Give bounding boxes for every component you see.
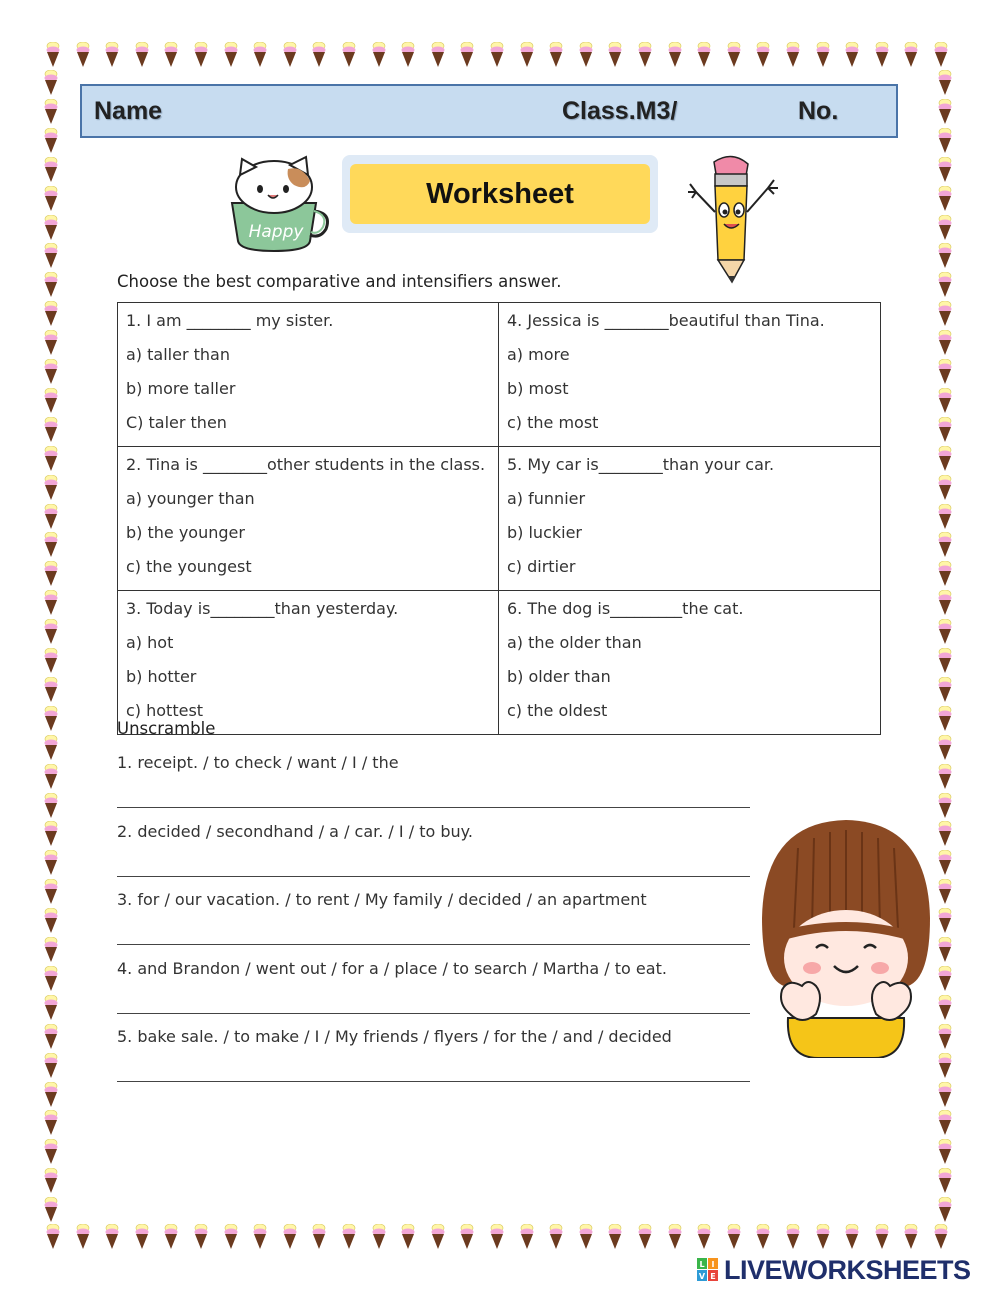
- ice-cream-cone-icon: [756, 1224, 770, 1250]
- ice-cream-cone-icon: [44, 879, 58, 905]
- ice-cream-cone-icon: [44, 706, 58, 732]
- ice-cream-cone-icon: [638, 42, 652, 68]
- ice-cream-cone-icon: [431, 1224, 445, 1250]
- ice-cream-cone-icon: [135, 1224, 149, 1250]
- ice-cream-cone-icon: [938, 1139, 952, 1165]
- ice-cream-cone-icon: [283, 1224, 297, 1250]
- ice-cream-cone-icon: [938, 128, 952, 154]
- decorative-border-bottom: [40, 1222, 960, 1252]
- ice-cream-cone-icon: [44, 937, 58, 963]
- question-cell: [499, 591, 881, 735]
- ice-cream-cone-icon: [938, 1168, 952, 1194]
- ice-cream-cone-icon: [938, 648, 952, 674]
- answer-option[interactable]: c) the oldest: [507, 701, 608, 720]
- svg-text:I: I: [711, 1260, 715, 1269]
- mug-text: Happy: [248, 222, 304, 242]
- ice-cream-cone-icon: [697, 1224, 711, 1250]
- ice-cream-cone-icon: [938, 1197, 952, 1223]
- answer-input-line[interactable]: [117, 807, 750, 808]
- question-prompt: 5. My car is________than your car.: [507, 455, 775, 474]
- ice-cream-cone-icon: [76, 1224, 90, 1250]
- ice-cream-cone-icon: [938, 908, 952, 934]
- ice-cream-cone-icon: [44, 590, 58, 616]
- ice-cream-cone-icon: [283, 42, 297, 68]
- number-label: No.: [798, 97, 839, 125]
- answer-option[interactable]: a) funnier: [507, 489, 586, 508]
- ice-cream-cone-icon: [608, 42, 622, 68]
- answer-option[interactable]: b) hotter: [126, 667, 197, 686]
- ice-cream-cone-icon: [44, 966, 58, 992]
- student-info-header: [80, 84, 898, 138]
- ice-cream-cone-icon: [938, 590, 952, 616]
- ice-cream-cone-icon: [520, 42, 534, 68]
- ice-cream-cone-icon: [431, 42, 445, 68]
- ice-cream-cone-icon: [372, 1224, 386, 1250]
- ice-cream-cone-icon: [875, 42, 889, 68]
- ice-cream-cone-icon: [44, 1168, 58, 1194]
- ice-cream-cone-icon: [372, 42, 386, 68]
- question-cell: [118, 303, 499, 447]
- answer-option[interactable]: a) hot: [126, 633, 174, 652]
- ice-cream-cone-icon: [44, 764, 58, 790]
- ice-cream-cone-icon: [938, 561, 952, 587]
- ice-cream-cone-icon: [44, 446, 58, 472]
- unscramble-item: 3. for / our vacation. / to rent / My family / decided / an apartment: [117, 890, 647, 909]
- ice-cream-cone-icon: [816, 42, 830, 68]
- ice-cream-cone-icon: [105, 42, 119, 68]
- ice-cream-cone-icon: [44, 1024, 58, 1050]
- answer-option[interactable]: b) older than: [507, 667, 611, 686]
- ice-cream-cone-icon: [44, 157, 58, 183]
- ice-cream-cone-icon: [312, 42, 326, 68]
- ice-cream-cone-icon: [938, 475, 952, 501]
- ice-cream-cone-icon: [224, 42, 238, 68]
- ice-cream-cone-icon: [342, 42, 356, 68]
- ice-cream-cone-icon: [938, 706, 952, 732]
- ice-cream-cone-icon: [44, 243, 58, 269]
- ice-cream-cone-icon: [44, 417, 58, 443]
- liveworksheets-logo-icon: [697, 1258, 719, 1282]
- pencil-character-illustration: [684, 152, 784, 288]
- answer-input-line[interactable]: [117, 1013, 750, 1014]
- ice-cream-cone-icon: [938, 850, 952, 876]
- ice-cream-cone-icon: [668, 1224, 682, 1250]
- ice-cream-cone-icon: [934, 42, 948, 68]
- ice-cream-cone-icon: [904, 1224, 918, 1250]
- question-prompt: 1. I am ________ my sister.: [126, 311, 334, 330]
- ice-cream-cone-icon: [44, 1110, 58, 1136]
- answer-option[interactable]: b) more taller: [126, 379, 236, 398]
- ice-cream-cone-icon: [44, 128, 58, 154]
- ice-cream-cone-icon: [44, 475, 58, 501]
- ice-cream-cone-icon: [668, 42, 682, 68]
- question-cell: [118, 447, 499, 591]
- ice-cream-cone-icon: [44, 995, 58, 1021]
- unscramble-heading: Unscramble: [117, 719, 216, 738]
- ice-cream-cone-icon: [44, 359, 58, 385]
- ice-cream-cone-icon: [938, 1082, 952, 1108]
- ice-cream-cone-icon: [938, 735, 952, 761]
- answer-option[interactable]: a) more: [507, 345, 570, 364]
- ice-cream-cone-icon: [727, 42, 741, 68]
- ice-cream-cone-icon: [938, 937, 952, 963]
- svg-text:E: E: [710, 1272, 716, 1281]
- ice-cream-cone-icon: [938, 879, 952, 905]
- ice-cream-cone-icon: [727, 1224, 741, 1250]
- ice-cream-cone-icon: [44, 1197, 58, 1223]
- ice-cream-cone-icon: [224, 1224, 238, 1250]
- ice-cream-cone-icon: [845, 42, 859, 68]
- ice-cream-cone-icon: [44, 619, 58, 645]
- ice-cream-cone-icon: [490, 1224, 504, 1250]
- liveworksheets-brand: LIVEWORKSHEETS: [724, 1255, 971, 1285]
- unscramble-item: 4. and Brandon / went out / for a / place / to search / Martha / to eat.: [117, 959, 667, 978]
- answer-option[interactable]: b) most: [507, 379, 569, 398]
- ice-cream-cone-icon: [938, 99, 952, 125]
- name-label: Name: [94, 97, 163, 125]
- answer-option[interactable]: b) the younger: [126, 523, 245, 542]
- ice-cream-cone-icon: [44, 1082, 58, 1108]
- ice-cream-cone-icon: [76, 42, 90, 68]
- ice-cream-cone-icon: [549, 1224, 563, 1250]
- question-prompt: 4. Jessica is ________beautiful than Tina.: [507, 311, 825, 330]
- ice-cream-cone-icon: [44, 70, 58, 96]
- ice-cream-cone-icon: [608, 1224, 622, 1250]
- ice-cream-cone-icon: [579, 1224, 593, 1250]
- ice-cream-cone-icon: [253, 42, 267, 68]
- ice-cream-cone-icon: [938, 388, 952, 414]
- ice-cream-cone-icon: [904, 42, 918, 68]
- unscramble-item: 1. receipt. / to check / want / I / the: [117, 753, 399, 772]
- answer-option[interactable]: b) luckier: [507, 523, 582, 542]
- ice-cream-cone-icon: [44, 850, 58, 876]
- ice-cream-cone-icon: [44, 272, 58, 298]
- ice-cream-cone-icon: [46, 1224, 60, 1250]
- ice-cream-cone-icon: [938, 504, 952, 530]
- ice-cream-cone-icon: [938, 793, 952, 819]
- ice-cream-cone-icon: [938, 764, 952, 790]
- unscramble-item: 5. bake sale. / to make / I / My friends / flyers / for the / and / decided: [117, 1027, 672, 1046]
- girl-character-illustration: [758, 818, 934, 1058]
- answer-option[interactable]: c) the most: [507, 413, 599, 432]
- ice-cream-cone-icon: [938, 677, 952, 703]
- ice-cream-cone-icon: [938, 215, 952, 241]
- ice-cream-cone-icon: [938, 532, 952, 558]
- ice-cream-cone-icon: [756, 42, 770, 68]
- answer-option[interactable]: a) taller than: [126, 345, 230, 364]
- answer-input-line[interactable]: [117, 1081, 750, 1082]
- decorative-border-right: [934, 70, 960, 1220]
- ice-cream-cone-icon: [44, 735, 58, 761]
- class-label: Class.M3/: [562, 97, 678, 125]
- svg-text:V: V: [698, 1272, 706, 1281]
- ice-cream-cone-icon: [938, 243, 952, 269]
- question-prompt: 6. The dog is_________the cat.: [507, 599, 744, 618]
- svg-text:L: L: [699, 1260, 705, 1269]
- ice-cream-cone-icon: [44, 677, 58, 703]
- ice-cream-cone-icon: [938, 70, 952, 96]
- ice-cream-cone-icon: [44, 908, 58, 934]
- answer-option[interactable]: c) the youngest: [126, 557, 252, 576]
- ice-cream-cone-icon: [44, 821, 58, 847]
- question-table: [117, 302, 881, 735]
- ice-cream-cone-icon: [44, 186, 58, 212]
- ice-cream-cone-icon: [938, 619, 952, 645]
- ice-cream-cone-icon: [579, 42, 593, 68]
- ice-cream-cone-icon: [490, 42, 504, 68]
- ice-cream-cone-icon: [938, 1110, 952, 1136]
- ice-cream-cone-icon: [938, 272, 952, 298]
- ice-cream-cone-icon: [697, 42, 711, 68]
- ice-cream-cone-icon: [549, 42, 563, 68]
- worksheet-title: Worksheet: [350, 164, 650, 224]
- ice-cream-cone-icon: [312, 1224, 326, 1250]
- ice-cream-cone-icon: [816, 1224, 830, 1250]
- answer-option[interactable]: a) the older than: [507, 633, 642, 652]
- decorative-border-top: [40, 40, 960, 70]
- ice-cream-cone-icon: [938, 966, 952, 992]
- answer-input-line[interactable]: [117, 876, 750, 877]
- ice-cream-cone-icon: [938, 821, 952, 847]
- instructions: Choose the best comparative and intensifiers answer.: [117, 272, 562, 291]
- answer-option[interactable]: a) younger than: [126, 489, 255, 508]
- ice-cream-cone-icon: [401, 1224, 415, 1250]
- ice-cream-cone-icon: [460, 1224, 474, 1250]
- ice-cream-cone-icon: [44, 504, 58, 530]
- answer-option[interactable]: C) taler then: [126, 413, 227, 432]
- ice-cream-cone-icon: [164, 42, 178, 68]
- unscramble-item: 2. decided / secondhand / a / car. / I / to buy.: [117, 822, 473, 841]
- ice-cream-cone-icon: [44, 330, 58, 356]
- ice-cream-cone-icon: [44, 215, 58, 241]
- ice-cream-cone-icon: [194, 42, 208, 68]
- ice-cream-cone-icon: [938, 186, 952, 212]
- ice-cream-cone-icon: [46, 42, 60, 68]
- ice-cream-cone-icon: [520, 1224, 534, 1250]
- ice-cream-cone-icon: [786, 1224, 800, 1250]
- question-cell: [499, 447, 881, 591]
- ice-cream-cone-icon: [342, 1224, 356, 1250]
- ice-cream-cone-icon: [460, 42, 474, 68]
- ice-cream-cone-icon: [44, 561, 58, 587]
- ice-cream-cone-icon: [938, 1053, 952, 1079]
- ice-cream-cone-icon: [44, 793, 58, 819]
- answer-option[interactable]: c) dirtier: [507, 557, 576, 576]
- question-prompt: 3. Today is________than yesterday.: [126, 599, 399, 618]
- question-cell: [499, 303, 881, 447]
- answer-option[interactable]: c) hottest: [126, 701, 204, 720]
- ice-cream-cone-icon: [938, 1024, 952, 1050]
- ice-cream-cone-icon: [938, 330, 952, 356]
- ice-cream-cone-icon: [164, 1224, 178, 1250]
- ice-cream-cone-icon: [105, 1224, 119, 1250]
- ice-cream-cone-icon: [938, 359, 952, 385]
- ice-cream-cone-icon: [638, 1224, 652, 1250]
- ice-cream-cone-icon: [401, 42, 415, 68]
- ice-cream-cone-icon: [938, 157, 952, 183]
- ice-cream-cone-icon: [44, 99, 58, 125]
- decorative-border-left: [40, 70, 66, 1220]
- ice-cream-cone-icon: [253, 1224, 267, 1250]
- ice-cream-cone-icon: [875, 1224, 889, 1250]
- ice-cream-cone-icon: [44, 1139, 58, 1165]
- ice-cream-cone-icon: [135, 42, 149, 68]
- question-prompt: 2. Tina is ________other students in the class.: [126, 455, 486, 474]
- ice-cream-cone-icon: [845, 1224, 859, 1250]
- ice-cream-cone-icon: [44, 1053, 58, 1079]
- cat-mug-illustration: [222, 155, 332, 255]
- ice-cream-cone-icon: [938, 417, 952, 443]
- ice-cream-cone-icon: [938, 995, 952, 1021]
- ice-cream-cone-icon: [938, 301, 952, 327]
- ice-cream-cone-icon: [934, 1224, 948, 1250]
- ice-cream-cone-icon: [786, 42, 800, 68]
- ice-cream-cone-icon: [194, 1224, 208, 1250]
- ice-cream-cone-icon: [938, 446, 952, 472]
- ice-cream-cone-icon: [44, 648, 58, 674]
- ice-cream-cone-icon: [44, 532, 58, 558]
- ice-cream-cone-icon: [44, 301, 58, 327]
- answer-input-line[interactable]: [117, 944, 750, 945]
- ice-cream-cone-icon: [44, 388, 58, 414]
- question-cell: [118, 591, 499, 735]
